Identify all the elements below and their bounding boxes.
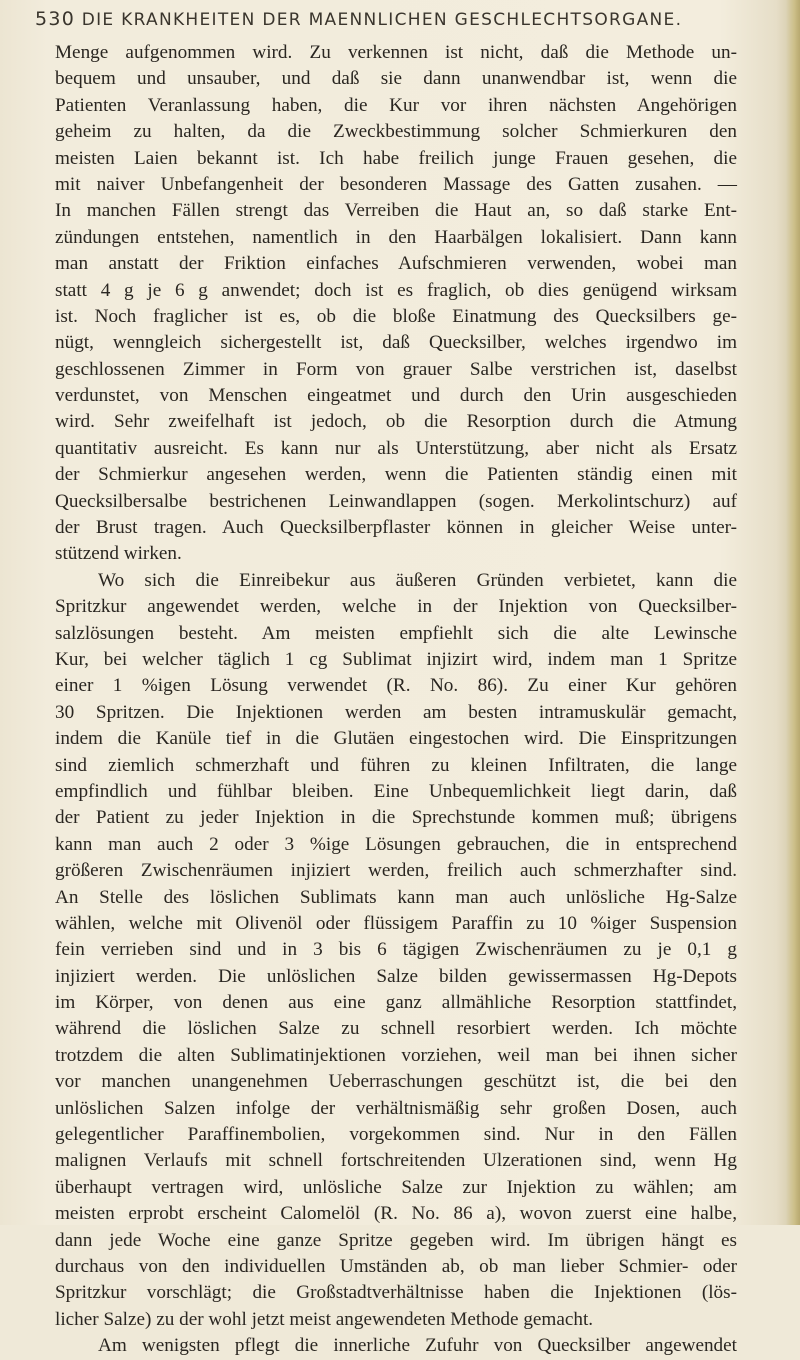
running-head: DIE KRANKHEITEN DER MAENNLICHEN GESCHLECHTSORGANE. (81, 10, 683, 30)
text-line: malignen Verlaufs mit schnell fortschreitenden Ulzerationen sind, wenn Hg (55, 1150, 737, 1172)
text-line: kann man auch 2 oder 3 %ige Lösungen gebrauchen, die in entsprechend (55, 833, 737, 855)
text-line-paragraph-end: licher Salze) zu der wohl jetzt meist angewendeten Methode gemacht. (55, 1308, 594, 1330)
text-line: wird. Sehr zweifelhaft ist jedoch, ob die Resorption durch die Atmung (55, 411, 737, 433)
text-line-paragraph-start: Am wenigsten pflegt die innerliche Zufuhr von Quecksilber angewendet (98, 1335, 737, 1357)
text-line: während die löslichen Salze zu schnell resorbiert werden. Ich möchte (55, 1018, 737, 1040)
text-line: der Schmierkur angesehen werden, wenn die Patienten ständig einen mit (55, 464, 737, 486)
text-line: man anstatt der Friktion einfaches Aufschmieren verwenden, wobei man (55, 253, 737, 275)
text-line: In manchen Fällen strengt das Verreiben die Haut an, so daß starke Ent- (55, 200, 737, 222)
text-line: quantitativ ausreicht. Es kann nur als Unterstützung, aber nicht als Ersatz (55, 437, 737, 459)
text-line: mit naiver Unbefangenheit der besonderen Massage des Gatten zusahen. — (55, 173, 737, 195)
body-text (55, 40, 737, 1360)
text-line: geschlossenen Zimmer in Form von grauer Salbe verstrichen ist, daselbst (55, 358, 737, 380)
text-line: durchaus von den individuellen Umständen ab, ob man lieber Schmier- oder (55, 1255, 737, 1277)
text-line: Kur, bei welcher täglich 1 cg Sublimat injizirt wird, indem man 1 Spritze (55, 648, 737, 670)
text-line: einer 1 %igen Lösung verwendet (R. No. 86). Zu einer Kur gehören (55, 675, 737, 697)
text-line: überhaupt vertragen wird, unlösliche Salze zur Injektion zu wählen; am (55, 1176, 737, 1198)
page-number: 530 (35, 8, 76, 30)
text-line: statt 4 g je 6 g anwendet; doch ist es fraglich, ob dies genügend wirksam (55, 279, 737, 301)
text-line: wählen, welche mit Olivenöl oder flüssigem Paraffin zu 10 %iger Suspension (55, 912, 737, 934)
text-line: meisten erprobt erscheint Calomelöl (R. No. 86 a), wovon zuerst eine halbe, (55, 1203, 737, 1225)
text-line-paragraph-start: Wo sich die Einreibekur aus äußeren Gründen verbietet, kann die (98, 569, 737, 591)
text-line: An Stelle des löslichen Sublimats kann man auch unlösliche Hg-Salze (55, 886, 737, 908)
text-line: salzlösungen besteht. Am meisten empfiehlt sich die alte Lewinsche (55, 622, 737, 644)
text-line: der Patient zu jeder Injektion in die Sprechstunde kommen muß; übrigens (55, 807, 737, 829)
text-line: bequem und unsauber, und daß sie dann unanwendbar ist, wenn die (55, 68, 737, 90)
text-line: zündungen entstehen, namentlich in den Haarbälgen lokalisiert. Dann kann (55, 226, 737, 248)
text-line: verdunstet, von Menschen eingeatmet und durch den Urin ausgeschieden (55, 385, 737, 407)
text-line: Quecksilbersalbe bestrichenen Leinwandlappen (sogen. Merkolintschurz) auf (55, 490, 737, 512)
text-line: geheim zu halten, da die Zweckbestimmung solcher Schmierkuren den (55, 121, 737, 143)
page-edge-shadow (786, 0, 800, 1225)
text-line: fein verrieben sind und in 3 bis 6 tägigen Zwischenräumen zu je 0,1 g (55, 939, 737, 961)
text-line: dann jede Woche eine ganze Spritze gegeben wird. Im übrigen hängt es (55, 1229, 737, 1251)
text-line: 30 Spritzen. Die Injektionen werden am besten intramuskulär gemacht, (55, 701, 737, 723)
text-line: Patienten Veranlassung haben, die Kur vor ihren nächsten Angehörigen (55, 94, 737, 116)
text-line: vor manchen unangenehmen Ueberraschungen geschützt ist, die bei den (55, 1071, 737, 1093)
text-line: der Brust tragen. Auch Quecksilberpflaster können in gleicher Weise unter- (55, 517, 737, 539)
text-line: empfindlich und fühlbar bleiben. Eine Unbequemlichkeit liegt darin, daß (55, 780, 737, 802)
text-line: trotzdem die alten Sublimatinjektionen vorziehen, weil man bei ihnen sicher (55, 1044, 737, 1066)
page-header (35, 8, 775, 38)
text-line: sind ziemlich schmerzhaft und führen zu kleinen Infiltraten, die lange (55, 754, 737, 776)
text-line-paragraph-end: stützend wirken. (55, 543, 182, 565)
text-line: gelegentlicher Paraffinembolien, vorgekommen sind. Nur in den Fällen (55, 1124, 737, 1146)
text-line: injiziert werden. Die unlöslichen Salze bilden gewissermassen Hg-Depots (55, 965, 737, 987)
text-line: größeren Zwischenräumen injiziert werden, freilich auch schmerzhafter sind. (55, 860, 737, 882)
text-line: im Körper, von denen aus eine ganz allmähliche Resorption stattfindet, (55, 992, 737, 1014)
text-line: unlöslichen Salzen infolge der verhältnismäßig sehr großen Dosen, auch (55, 1097, 737, 1119)
text-line: Menge aufgenommen wird. Zu verkennen ist nicht, daß die Methode un- (55, 42, 737, 63)
text-line: meisten Laien bekannt ist. Ich habe freilich junge Frauen gesehen, die (55, 147, 737, 169)
text-line: Spritzkur vorschlägt; die Großstadtverhältnisse haben die Injektionen (lös- (55, 1282, 737, 1304)
text-line: ist. Noch fraglicher ist es, ob die bloße Einatmung des Quecksilbers ge- (55, 305, 737, 327)
text-line: nügt, wenngleich sichergestellt ist, daß Quecksilber, welches irgendwo im (55, 332, 737, 354)
text-line: indem die Kanüle tief in die Glutäen eingestochen wird. Die Einspritzungen (55, 728, 737, 750)
text-line: Spritzkur angewendet werden, welche in der Injektion von Quecksilber- (55, 596, 737, 618)
